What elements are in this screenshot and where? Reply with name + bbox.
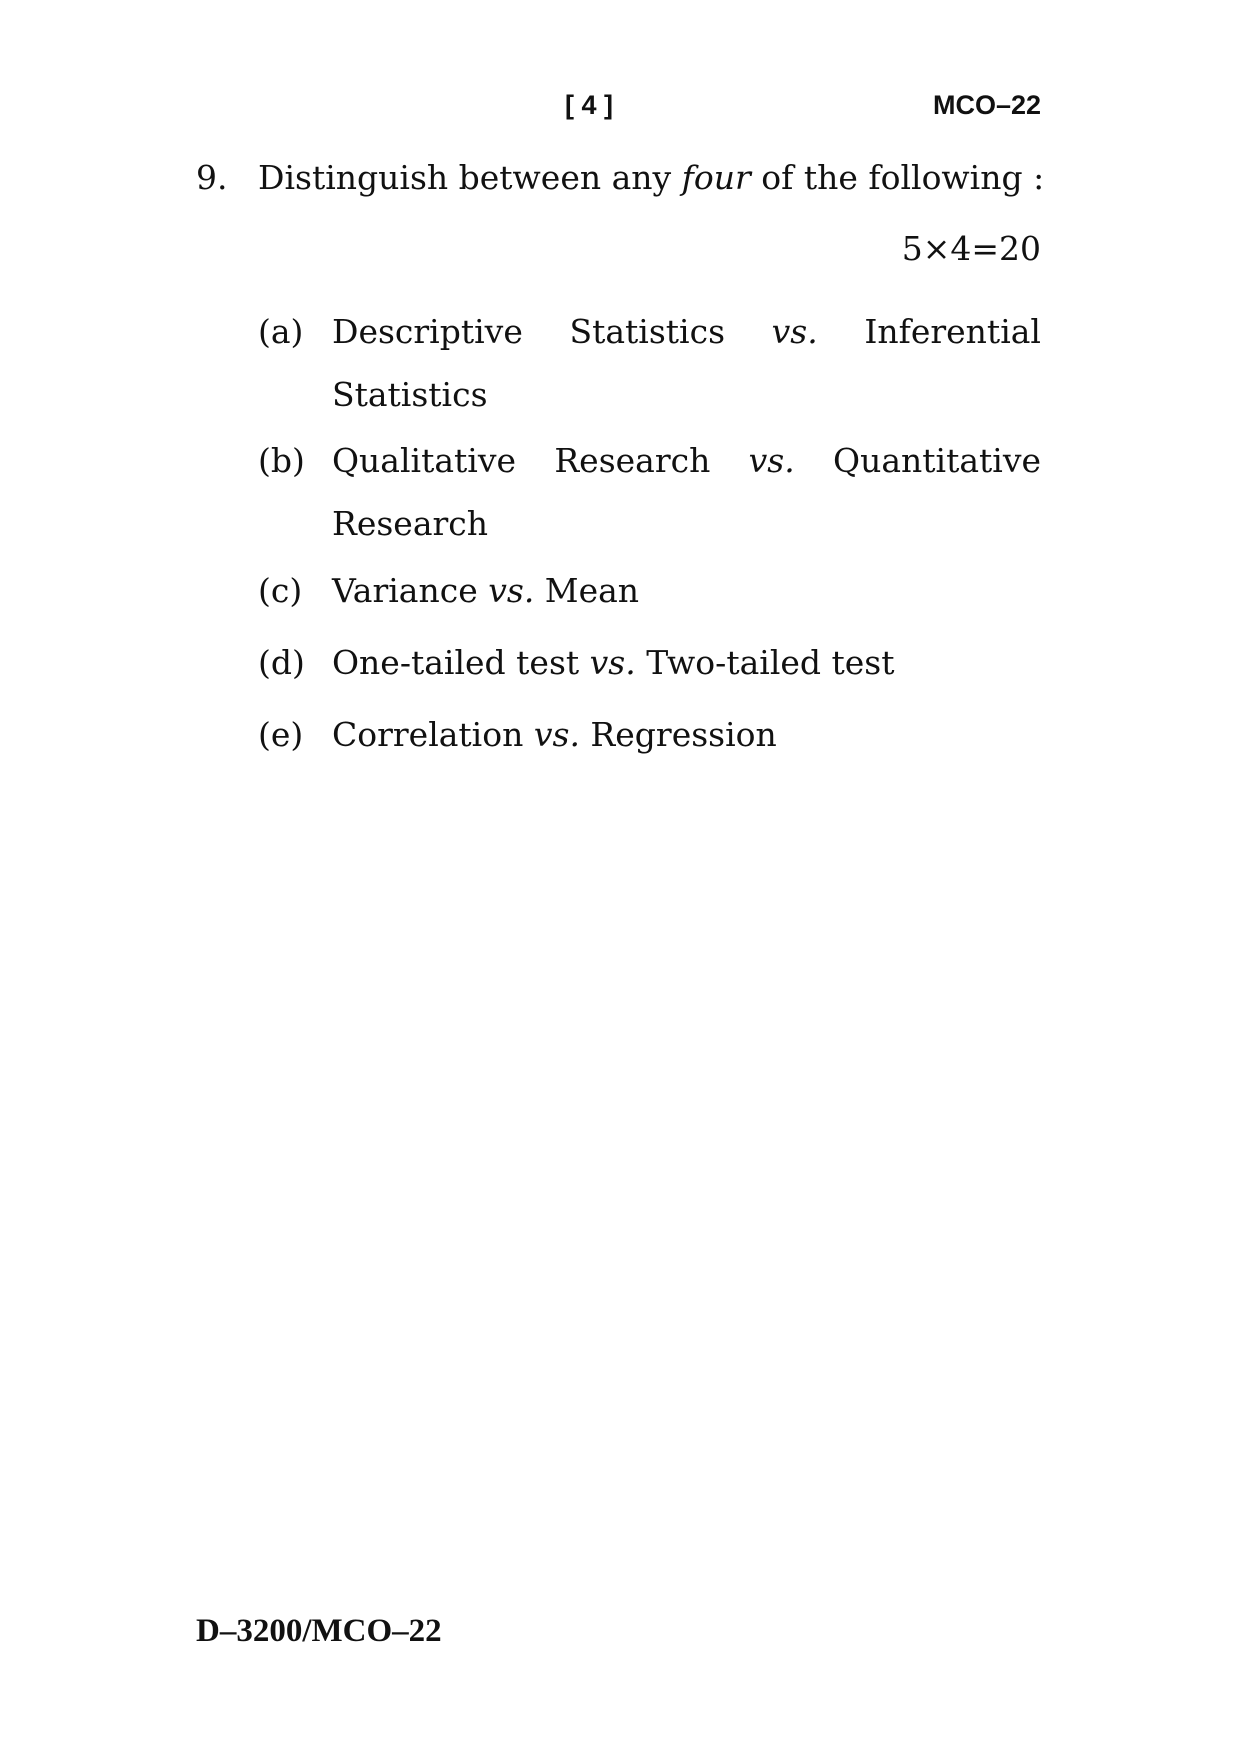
course-code: MCO–22 <box>932 90 1041 120</box>
option-vs: vs. <box>533 715 580 754</box>
option-text <box>332 703 1041 766</box>
question-text-emphasis: four <box>681 158 751 197</box>
page-number: [ 4 ] <box>565 90 614 120</box>
option-left: Correlation <box>332 715 534 754</box>
option-word: Quantitative <box>833 441 1041 480</box>
option-word: Qualitative <box>332 441 517 480</box>
footer-code: D–3200/MCO–22 <box>196 1613 442 1649</box>
option-line-1 <box>332 429 1041 492</box>
option-text <box>332 300 1041 426</box>
option-left: One-tailed test <box>332 643 590 682</box>
marks: 5×4=20 <box>901 229 1041 268</box>
option-label: (c) <box>258 571 303 610</box>
option-word: Statistics <box>569 312 726 351</box>
option-vs: vs. <box>589 643 636 682</box>
question-text-after: of the following : <box>750 158 1045 197</box>
option-text <box>332 429 1041 555</box>
question-text-before: Distinguish between any <box>258 158 682 197</box>
option-right: Regression <box>579 715 777 754</box>
question-text <box>258 158 1044 198</box>
option-text <box>332 631 1041 694</box>
option-vs: vs. <box>748 441 795 480</box>
option-left: Variance <box>332 571 489 610</box>
question-number: 9. <box>196 158 228 197</box>
option-line-1 <box>332 300 1041 363</box>
option-label: (e) <box>258 715 304 754</box>
option-label: (a) <box>258 312 304 351</box>
option-line-2: Statistics <box>332 375 488 414</box>
option-right: Mean <box>534 571 640 610</box>
option-label: (b) <box>258 441 305 480</box>
option-word: Descriptive <box>332 312 523 351</box>
option-text <box>332 559 1041 622</box>
option-right: Two-tailed test <box>635 643 895 682</box>
option-word: Inferential <box>864 312 1041 351</box>
option-line-2: Research <box>332 504 489 543</box>
option-label: (d) <box>258 643 305 682</box>
option-word: Research <box>554 441 711 480</box>
option-vs: vs. <box>771 312 818 351</box>
option-vs: vs. <box>488 571 535 610</box>
